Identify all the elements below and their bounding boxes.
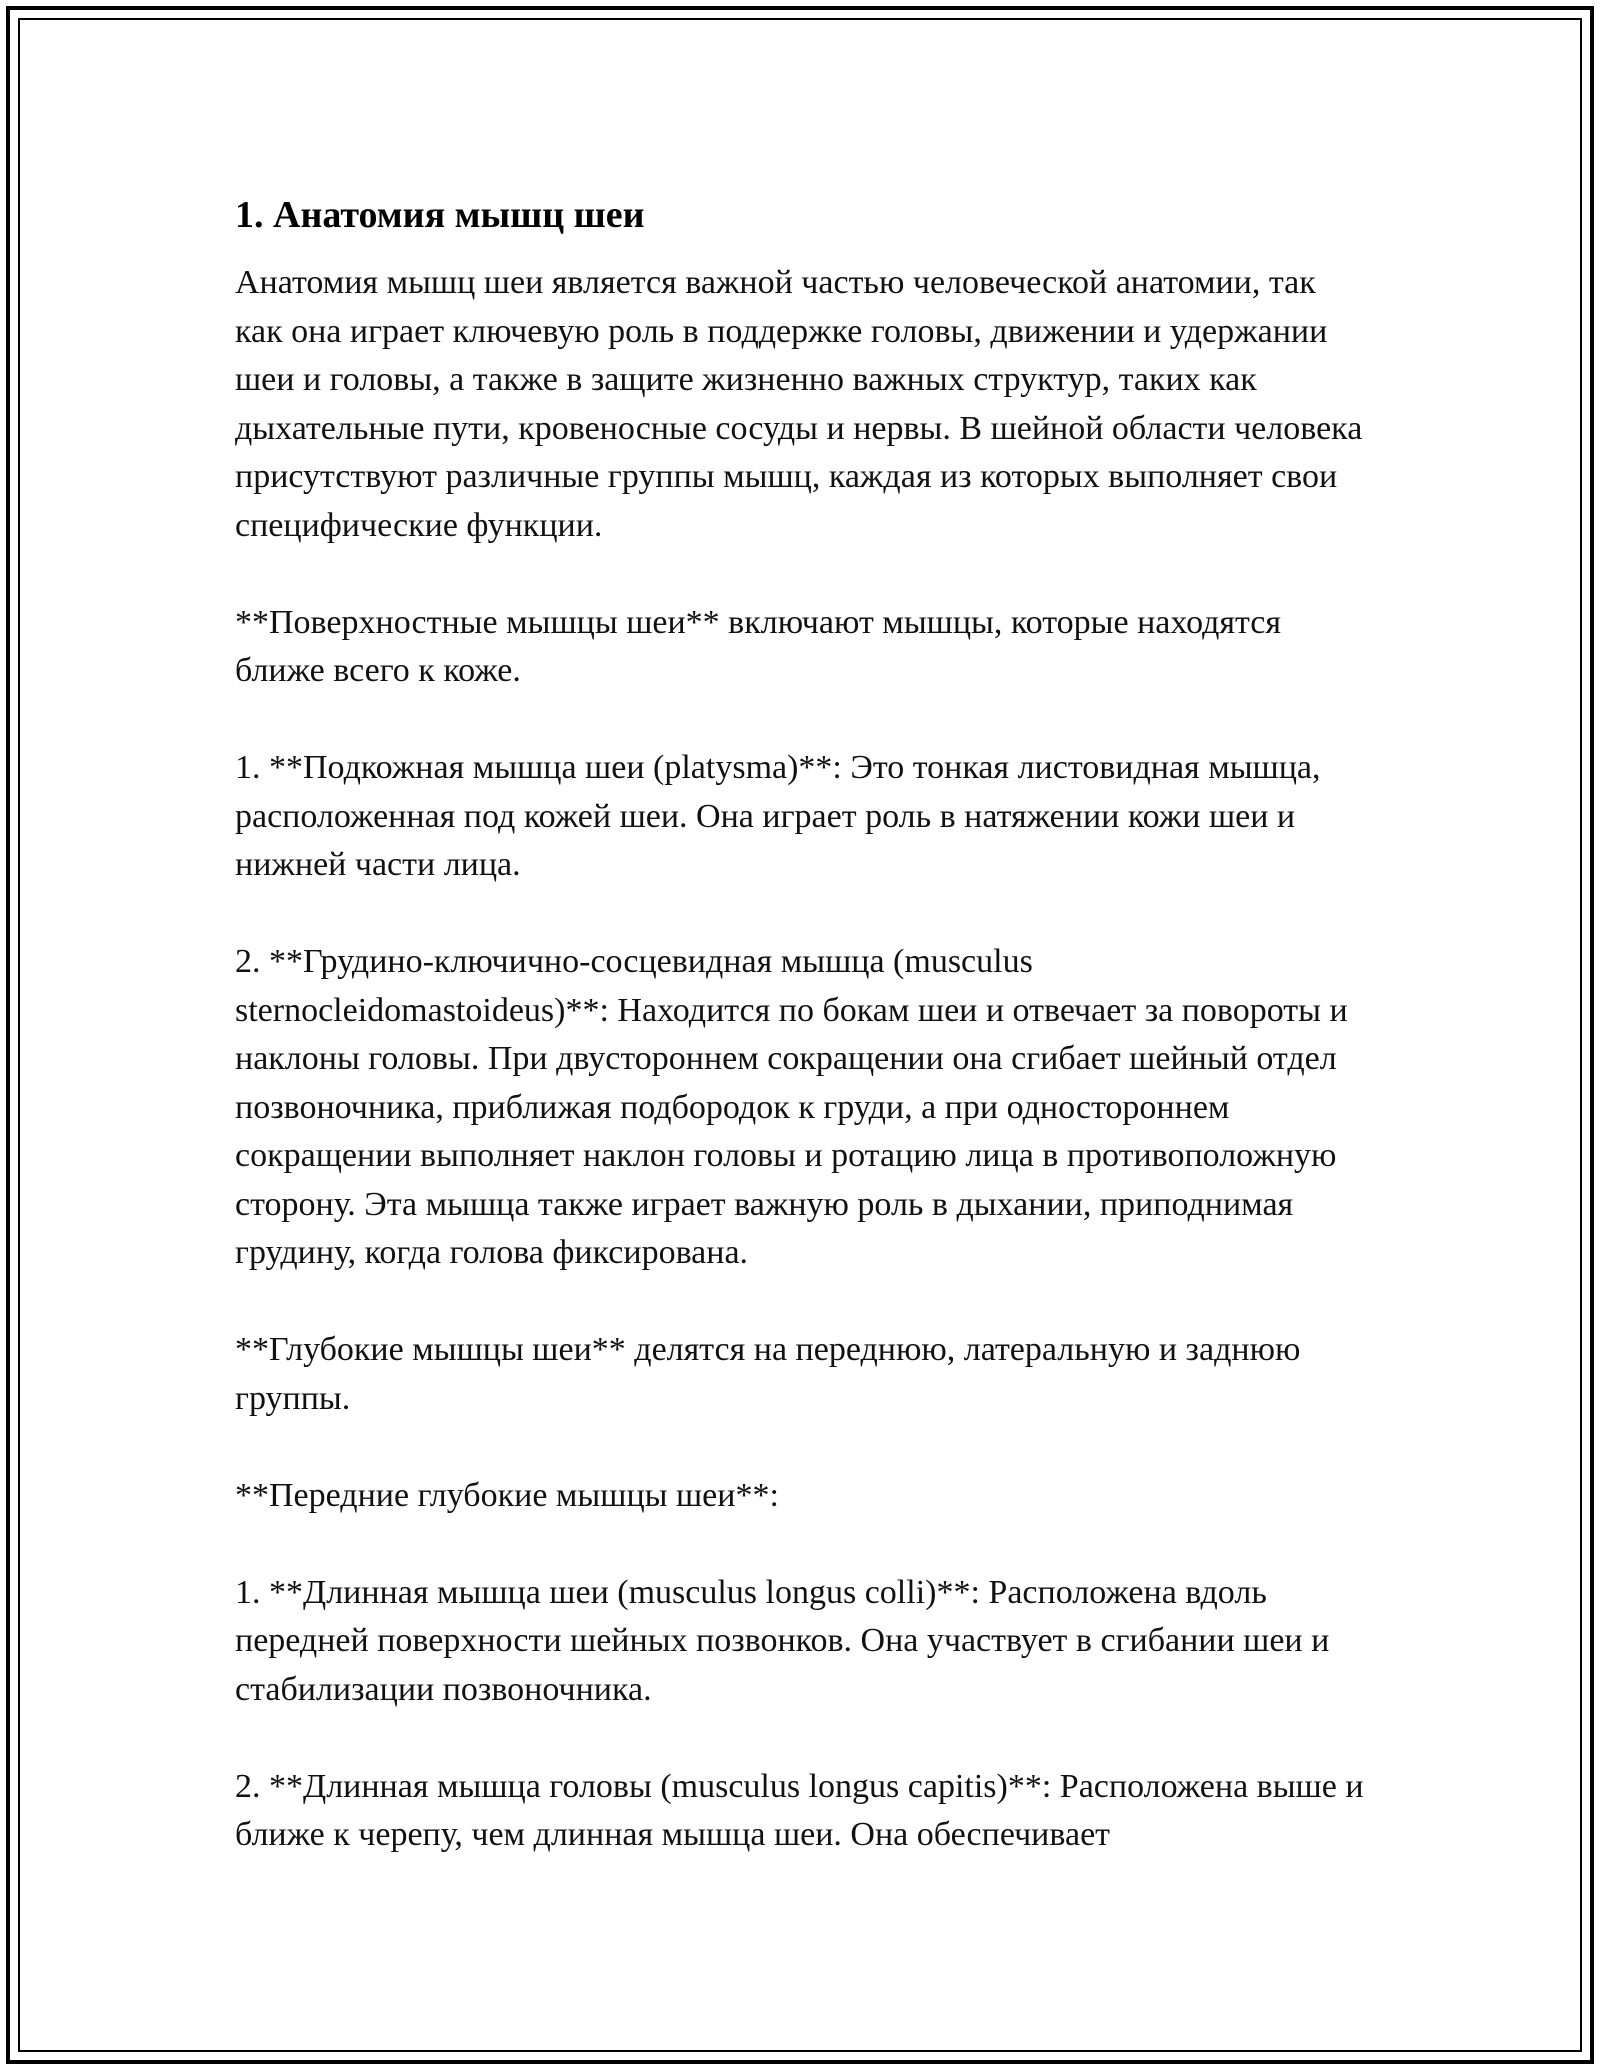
document-body bbox=[235, 185, 1365, 1908]
paragraph-deep-muscles: **Глубокие мышцы шеи** делятся на переднюю, латеральную и заднюю группы. bbox=[235, 1331, 1301, 1417]
paragraph-superficial-muscles: **Поверхностные мышцы шеи** включают мышцы, которые находятся ближе всего к коже. bbox=[235, 603, 1282, 689]
paragraph-longus-colli: 1. **Длинная мышца шеи (musculus longus colli)**: Расположена вдоль передней поверхности шейных позвонков. Она участвует в сгибании шеи и стабилизации позвоночника. bbox=[235, 1573, 1330, 1708]
paragraph-anterior-deep-muscles: **Передние глубокие мышцы шеи**: bbox=[235, 1476, 779, 1514]
paragraph-sternocleidomastoid: 2. **Грудино-ключично-сосцевидная мышца (musculus sternocleidomastoideus)**: Находится по бокам шеи и отвечает за повороты и наклоны головы. При двустороннем сокращении она сгибает шейный отдел позвоночника, приближая подбородок к груди, а при одностороннем сокращении выполняет наклон головы и ротацию лица в противоположную сторону. Эта мышца также играет важную роль в дыхании, приподнимая грудину, когда голова фиксирована. bbox=[235, 943, 1348, 1271]
paragraph-platysma: 1. **Подкожная мышца шеи (platysma)**: Это тонкая листовидная мышца, расположенная под кожей шеи. Она играет роль в натяжении кожи шеи и нижней части лица. bbox=[235, 749, 1321, 883]
paragraph-longus-capitis: 2. **Длинная мышца головы (musculus longus capitis)**: Расположена выше и ближе к черепу, чем длинная мышца шеи. Она обеспечивает bbox=[235, 1767, 1364, 1853]
paragraph-intro: Анатомия мышц шеи является важной частью человеческой анатомии, так как она играет ключевую роль в поддержке головы, движении и удержании шеи и головы, а также в защите жизненно важных структур, таких как дыхательные пути, кровеносные сосуды и нервы. В шейной области человека присутствуют различные группы мышц, каждая из которых выполняет свои специфические функции. bbox=[235, 264, 1363, 544]
section-heading: 1. Анатомия мышц шеи bbox=[235, 194, 645, 236]
